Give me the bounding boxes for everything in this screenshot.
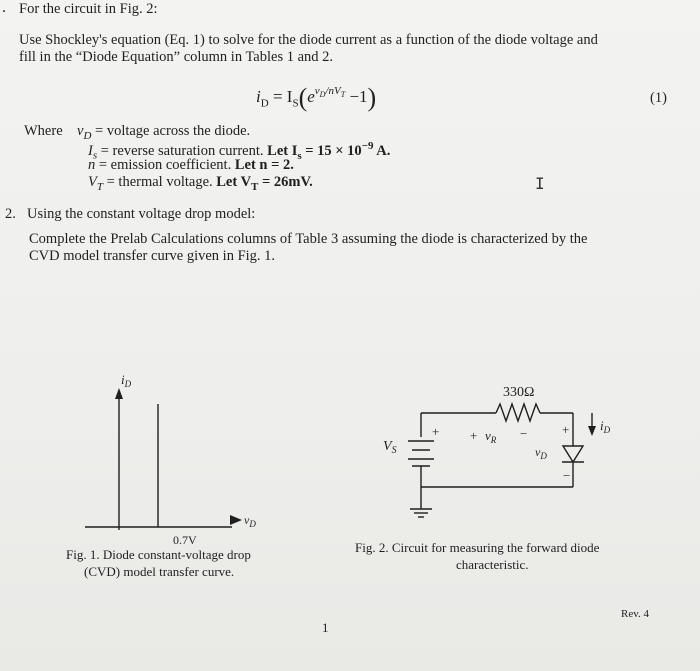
diode-voltage-label: $v_D$: [535, 445, 547, 461]
vr-label: $v_R$: [485, 428, 497, 445]
page-number: 1: [322, 620, 329, 635]
def-n: n = emission coefficient. Let n = 2.: [88, 157, 294, 173]
y-axis-arrow-icon: [115, 388, 123, 399]
bullet-mark: .: [2, 0, 6, 16]
text-cursor-icon: I: [535, 174, 545, 193]
diode-minus-sign: −: [563, 468, 571, 483]
fig1-caption-line1: Fig. 1. Diode constant-voltage drop: [66, 547, 251, 562]
source-plus-sign: +: [432, 424, 440, 439]
diode-icon: [562, 446, 584, 462]
shockley-equation: $i_D = I_S(e^{v_D/nV_T} -1)$: [256, 83, 377, 112]
part2-line1: Complete the Prelab Calculations columns of Table 3 assuming the diode is characterized by the: [29, 231, 588, 247]
where-label: Where: [24, 123, 63, 139]
current-arrow-icon: [588, 426, 596, 436]
fig2-circuit: [408, 404, 592, 517]
fig1-cvd-plot: [85, 388, 242, 530]
diode-plus-sign: +: [562, 422, 570, 437]
fig2-caption-line1: Fig. 2. Circuit for measuring the forward diode: [355, 540, 600, 555]
def-vt: $V_T$ = thermal voltage. Let $V_T = 26mV$.: [88, 174, 313, 193]
vr-plus-sign: +: [470, 428, 478, 443]
part2-title: Using the constant voltage drop model:: [27, 206, 256, 222]
fig1-y-label: $i_D$: [121, 372, 132, 389]
fig1-caption-line2: (CVD) model transfer curve.: [84, 564, 235, 579]
part1-line2: fill in the “Diode Equation” column in Tables 1 and 2.: [19, 49, 334, 65]
part1-line1: Use Shockley's equation (Eq. 1) to solve for the diode current as a function of the diode voltage and: [19, 32, 598, 48]
current-label: $i_D$: [600, 418, 611, 435]
resistor-label: 330Ω: [503, 385, 535, 400]
section-title: For the circuit in Fig. 2:: [19, 1, 158, 17]
fig1-x-label: $v_D$: [244, 513, 256, 529]
vr-minus-sign: −: [520, 426, 528, 441]
revision-label: Rev. 4: [621, 608, 650, 620]
source-label: $V_S$: [383, 439, 397, 456]
resistor-icon: [496, 404, 540, 421]
part2-number: 2.: [5, 206, 16, 222]
x-axis-arrow-icon: [230, 515, 242, 525]
fig2-caption-line2: characteristic.: [456, 557, 529, 572]
def-is: $I_s$ = reverse saturation current. Let $I_s = 15 \times 10^{-9}$ A.: [88, 140, 391, 162]
fig1-tick-label: 0.7V: [173, 533, 197, 547]
part2-line2: CVD model transfer curve given in Fig. 1.: [29, 248, 276, 264]
equation-number: (1): [650, 90, 667, 106]
def-vd: $v_D$ = voltage across the diode.: [77, 123, 251, 142]
